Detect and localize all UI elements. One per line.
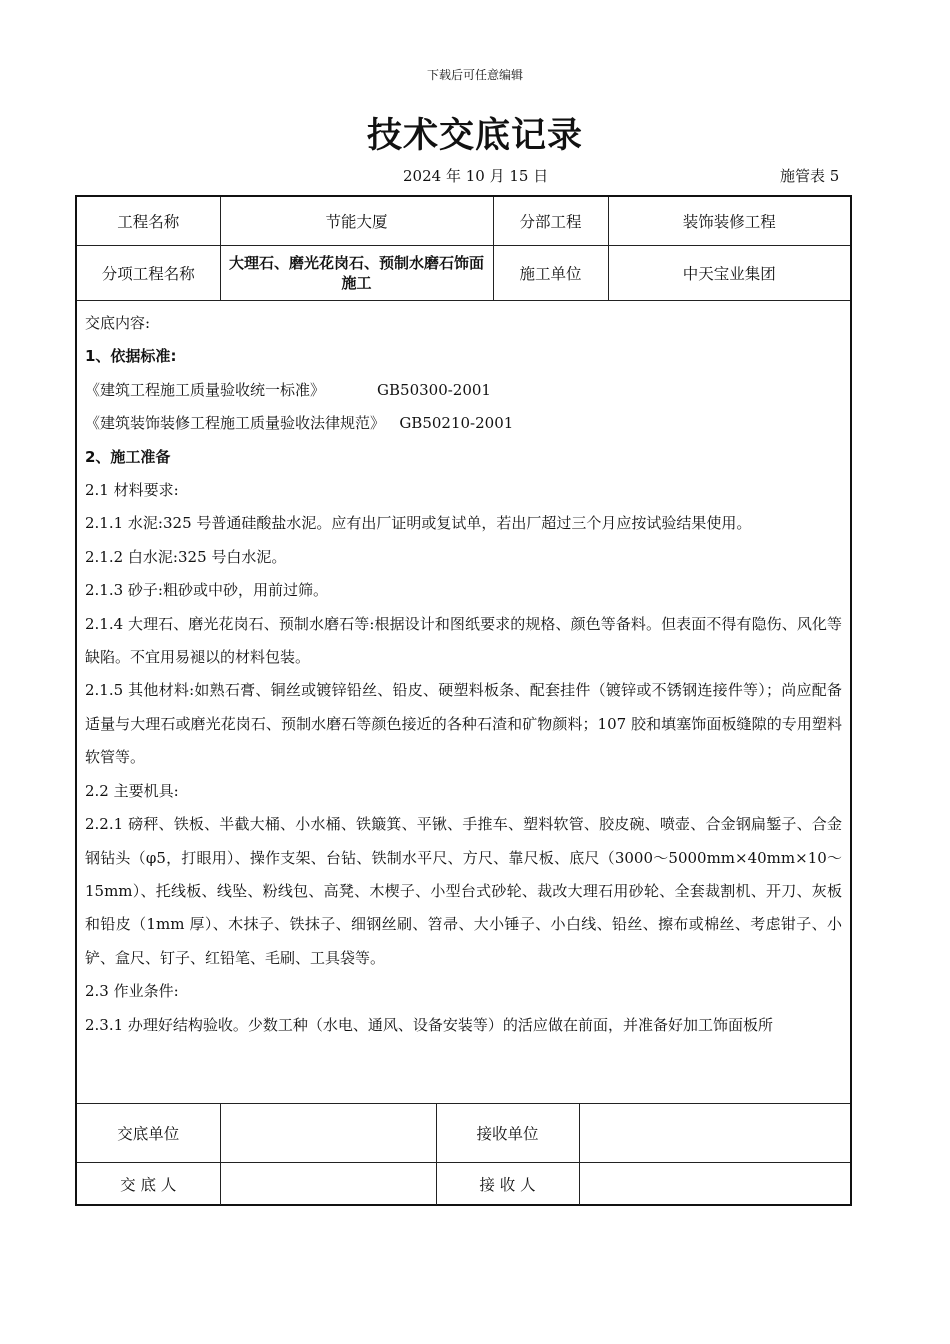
standard-name: 《建筑工程施工质量验收统一标准》 bbox=[85, 380, 326, 399]
standard-line bbox=[85, 374, 842, 407]
paragraph: 2.1.2 白水泥:325 号白水泥。 bbox=[85, 547, 287, 566]
project-name-value: 节能大厦 bbox=[220, 197, 493, 246]
form-number: 施管表 5 bbox=[780, 167, 840, 185]
division-value: 装饰装修工程 bbox=[608, 197, 850, 246]
issuer-unit-label: 交底单位 bbox=[77, 1104, 220, 1163]
section-standards-title: 1、依据标准: bbox=[85, 347, 177, 366]
standard-code: GB50210-2001 bbox=[399, 414, 514, 433]
section-preparation-title: 2、施工准备 bbox=[85, 447, 171, 466]
receiver-person-value bbox=[579, 1163, 850, 1206]
issuer-person-value bbox=[220, 1163, 436, 1206]
briefing-content bbox=[77, 300, 850, 1103]
issuer-unit-value bbox=[220, 1104, 436, 1163]
contractor-label: 施工单位 bbox=[493, 246, 608, 301]
paragraph: 2.3 作业条件: bbox=[85, 982, 179, 1001]
receiver-unit-label: 接收单位 bbox=[436, 1104, 579, 1163]
standard-code: GB50300-2001 bbox=[377, 380, 491, 399]
subitem-label: 分项工程名称 bbox=[77, 246, 220, 301]
signature-table bbox=[77, 1103, 850, 1205]
receiver-person-label: 接 收 人 bbox=[436, 1163, 579, 1206]
paragraph: 2.2 主要机具: bbox=[85, 781, 179, 800]
standard-name: 《建筑装饰装修工程施工质量验收法律规范》 bbox=[85, 414, 386, 433]
division-label: 分部工程 bbox=[493, 197, 608, 246]
paragraph: 2.1.5 其他材料:如熟石膏、铜丝或镀锌铅丝、铅皮、硬塑料板条、配套挂件（镀锌或不锈钢连接件等）；尚应配备适量与大理石或磨光花岗石、预制水磨石等颜色接近的各种石渣和矿物颜料；107 胶和填塞饰面板缝隙的专用塑料软管等。 bbox=[85, 681, 842, 767]
record-table bbox=[75, 195, 852, 1206]
paragraph: 2.2.1 磅秤、铁板、半截大桶、小水桶、铁簸箕、平锹、手推车、塑料软管、胶皮碗、喷壶、合金钢扁錾子、合金钢钻头（φ5，打眼用）、操作支架、台钻、铁制水平尺、方尺、靠尺板、底尺（3000～5000mm×40mm×10～15mm）、托线板、线坠、粉线包、高凳、木楔子、小型台式砂轮、裁改大理石用砂轮、全套裁割机、开刀、灰板和铅皮（1mm 厚）、木抹子、铁抹子、细钢丝刷、笤帚、大小锤子、小白线、铅丝、擦布或棉丝、考虑钳子、小铲、盒尺、钉子、红铅笔、毛刷、工具袋等。 bbox=[85, 815, 842, 967]
subitem-value: 大理石、磨光花岗石、预制水磨石饰面施工 bbox=[220, 246, 493, 301]
content-intro: 交底内容: bbox=[85, 314, 151, 332]
page-title: 技术交底记录 bbox=[366, 116, 583, 156]
project-name-label: 工程名称 bbox=[77, 197, 220, 246]
paragraph: 2.1.4 大理石、磨光花岗石、预制水磨石等:根据设计和图纸要求的规格、颜色等备料。但表面不得有隐伤、风化等缺陷。不宜用易褪以的材料包装。 bbox=[85, 614, 842, 667]
paragraph: 2.1 材料要求: bbox=[85, 481, 179, 500]
receiver-unit-value bbox=[579, 1104, 850, 1163]
issuer-person-label: 交 底 人 bbox=[77, 1163, 220, 1206]
standard-line bbox=[85, 407, 842, 440]
contractor-value: 中天宝业集团 bbox=[608, 246, 850, 301]
header-note: 下载后可任意编辑 bbox=[426, 68, 523, 82]
info-table bbox=[77, 197, 850, 301]
paragraph: 2.3.1 办理好结构验收。少数工种（水电、通风、设备安装等）的活应做在前面，并准备好加工饰面板所 bbox=[85, 1015, 773, 1034]
record-date: 2024 年 10 月 15 日 bbox=[403, 167, 549, 185]
paragraph: 2.1.1 水泥:325 号普通硅酸盐水泥。应有出厂证明或复试单，若出厂超过三个月应按试验结果使用。 bbox=[85, 514, 752, 533]
paragraph: 2.1.3 砂子:粗砂或中砂，用前过筛。 bbox=[85, 581, 328, 600]
